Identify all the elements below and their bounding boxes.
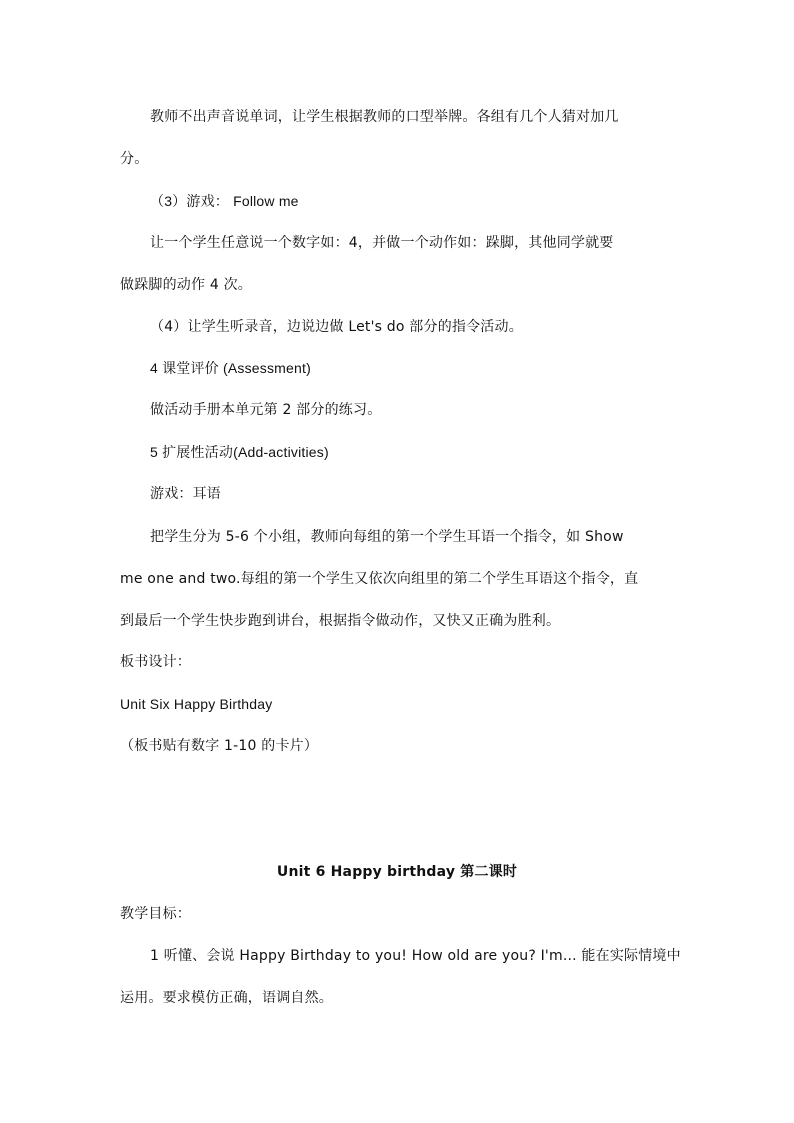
paragraph-line: 运用。要求模仿正确，语调自然。 bbox=[120, 990, 333, 1006]
paragraph-line: 游戏：耳语 bbox=[150, 486, 221, 502]
paragraph-line: 做活动手册本单元第 2 部分的练习。 bbox=[150, 402, 382, 418]
objectives-label: 教学目标： bbox=[120, 906, 191, 922]
paragraph-line: 让一个学生任意说一个数字如：4，并做一个动作如：跺脚，其他同学就要 bbox=[150, 235, 614, 251]
paragraph-line: 把学生分为 5-6 个小组，教师向每组的第一个学生耳语一个指令，如 Show bbox=[150, 529, 624, 545]
paragraph-line: 教师不出声音说单词，让学生根据教师的口型举牌。各组有几个人猜对加几 bbox=[150, 109, 619, 125]
paragraph-line: 到最后一个学生快步跑到讲台，根据指令做动作，又快又正确为胜利。 bbox=[120, 613, 561, 629]
section-heading: 5 扩展性活动(Add-activities) bbox=[150, 444, 329, 460]
paragraph-line: （3）游戏： Follow me bbox=[150, 193, 299, 209]
page-title: Unit 6 Happy birthday 第二课时 bbox=[276, 864, 518, 880]
section-heading: 4 课堂评价 (Assessment) bbox=[150, 360, 311, 376]
paragraph-line: 1 听懂、会说 Happy Birthday to you! How old are you? I'm... 能在实际情境中 bbox=[150, 948, 681, 964]
board-design-title: Unit Six Happy Birthday bbox=[120, 696, 273, 712]
paragraph-line: me one and two.每组的第一个学生又依次向组里的第二个学生耳语这个指令，直 bbox=[120, 571, 639, 587]
paragraph-line: 分。 bbox=[120, 151, 149, 167]
paragraph-line: （4）让学生听录音，边说边做 Let's do 部分的指令活动。 bbox=[150, 319, 523, 335]
paragraph-line: 做跺脚的动作 4 次。 bbox=[120, 277, 253, 293]
paragraph-line: （板书贴有数字 1-10 的卡片） bbox=[120, 738, 319, 754]
board-design-label: 板书设计： bbox=[120, 654, 191, 670]
